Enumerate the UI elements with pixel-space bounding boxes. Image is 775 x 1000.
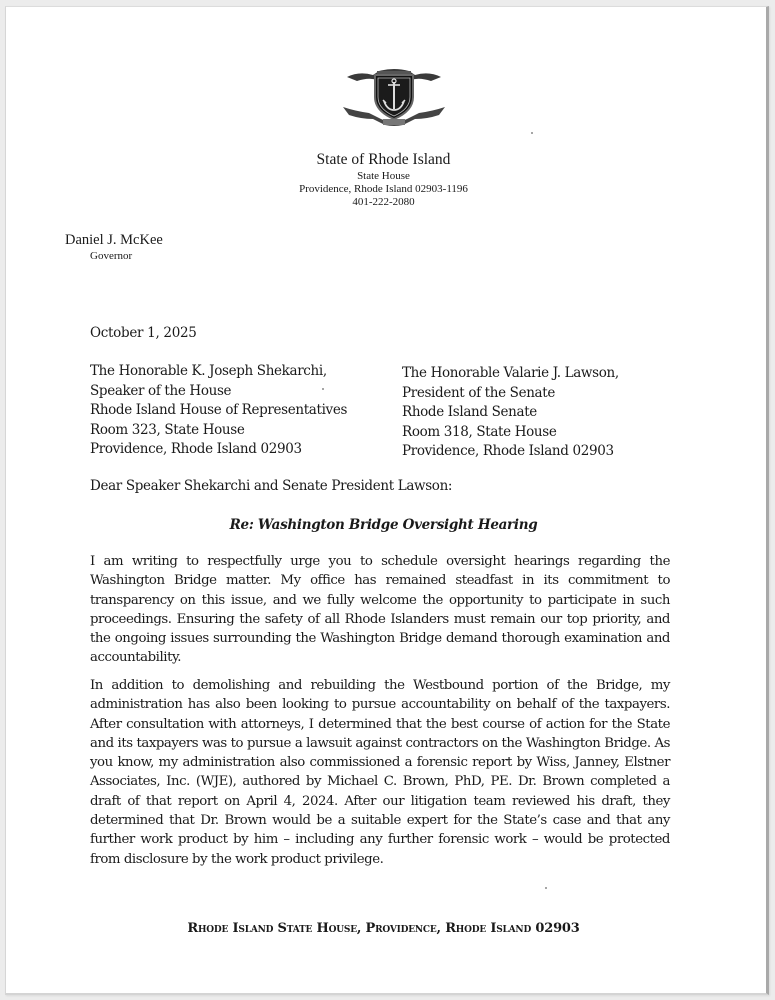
recipient-line: Room 318, State House <box>402 423 557 440</box>
letter-page <box>5 6 769 995</box>
salutation: Dear Speaker Shekarchi and Senate President Lawson: <box>90 478 453 494</box>
body-paragraph-2: In addition to demolishing and rebuilding the Westbound portion of the Bridge, my administration has also been looking to pursue accountability on behalf of the taxpayers. After consultation with attorneys, I determined that the best course of action for the State and its taxpayers was to pursue a lawsuit against contractors on the Washington Bridge. As you know, my administration also commissioned a forensic report by Wiss, Janney, Elstner Associates, Inc. (WJE), authored by Michael C. Brown, PhD, PE. Dr. Brown completed a draft of that report on April 4, 2024. After our litigation team reviewed his draft, they determined that Dr. Brown would be a suitable expert for the State’s case and that any further work product by him – including any further forensic work – would be protected from disclosure by the work product privilege. <box>90 678 670 867</box>
state-seal-icon <box>339 67 449 127</box>
letterhead-address: Providence, Rhode Island 02903-1196 <box>299 183 468 195</box>
recipient-line: The Honorable K. Joseph Shekarchi, <box>90 363 327 379</box>
recipient-line: Providence, Rhode Island 02903 <box>90 441 302 457</box>
recipient-line: Rhode Island House of Representatives <box>90 402 348 418</box>
recipient-line: Providence, Rhode Island 02903 <box>402 443 614 459</box>
recipient-line: Room 323, State House <box>90 421 245 438</box>
recipient-line: President of the Senate <box>402 384 555 401</box>
recipient-line: Rhode Island Senate <box>402 404 537 420</box>
scan-speck <box>545 887 547 889</box>
recipient-line: Speaker of the House <box>90 382 232 399</box>
sender-name: Daniel J. McKee <box>65 232 163 248</box>
letter-date: October 1, 2025 <box>90 325 197 341</box>
scan-speck <box>531 132 533 134</box>
letter-footer: Rhode Island State House, Providence, Rhode Island 02903 <box>187 921 580 936</box>
body-paragraph-1: I am writing to respectfully urge you to schedule oversight hearings regarding the Washington Bridge matter. My office has remained steadfast in its commitment to transparency on this issue, and we fully welcome the opportunity to participate in such proceedings. Ensuring the safety of all Rhode Islanders must remain our top priority, and the ongoing issues surrounding the Washington Bridge demand thorough examination and accountability. <box>90 554 670 666</box>
subject-line: Re: Washington Bridge Oversight Hearing <box>229 517 538 533</box>
scan-speck <box>322 388 324 390</box>
recipient-address-senate-president <box>402 364 619 462</box>
letterhead-building: State House <box>357 170 410 182</box>
recipient-address-speaker <box>90 362 347 460</box>
letterhead-phone: 401-222-2080 <box>352 196 415 208</box>
recipient-line: The Honorable Valarie J. Lawson, <box>402 365 619 381</box>
sender-title: Governor <box>90 250 133 262</box>
letterhead-title: State of Rhode Island <box>316 151 451 168</box>
